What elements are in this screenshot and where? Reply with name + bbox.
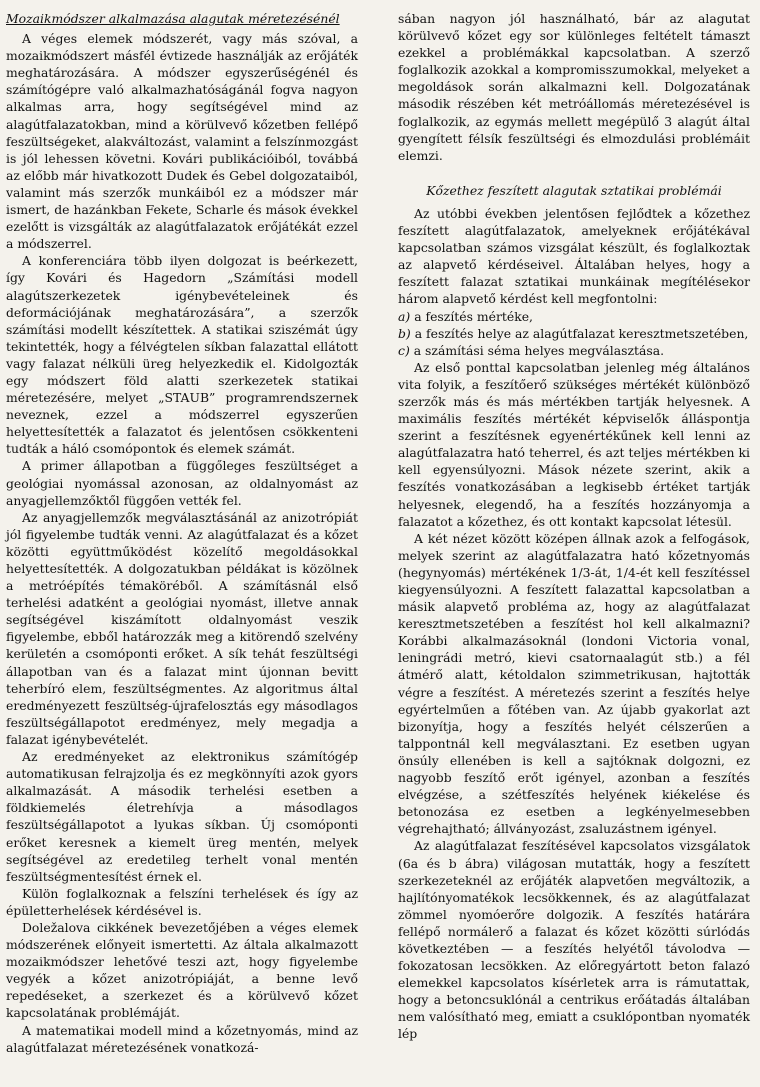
list-marker: b) [398, 325, 411, 341]
paragraph: Az utóbbi években jelentősen fejlődtek a kőzethez feszített alagútfalazatok, amelyeknek erőjátékával kapcsolatban számos vizsgálat készült, és foglalkoztak az alapvető kérdéseivel. Általában helyes, hogy a feszített falazat sztatikai munkáinak megítélésekor három alapvető kérdést kell megfontolni: [398, 205, 750, 307]
list-item-text: a feszítés helye az alagútfalazat keresztmetszetében, [414, 325, 749, 341]
list-item [398, 325, 750, 342]
list-item [398, 342, 750, 359]
question-list [398, 308, 750, 359]
paragraph: Az anyagjellemzők megválasztásánál az anizotrópiát jól figyelembe tudták venni. Az alagútfalazat és a kőzet közötti együttműködést közelítő megoldásokkal helyettesítették. A dolgozatukban példákat is közölnek a metróépítés témaköréből. A számításnál első terhelési adatként a geológiai nyomást, illetve annak segítségével kiszámított oldalnyomást veszik figyelembe, ebből határozzák meg a kitörendő szelvény kerületén a csomóponti erőket. A sík tehát feszültségi állapotban van és a falazat mint újonnan bevitt teherbíró elem, feszültségmentes. Az algoritmus által eredményezett feszültség-újrafelosztás egy másodlagos feszültségállapotot eredményez, mely megadja a falazat igénybevételét. [6, 509, 358, 747]
paragraph: Az első ponttal kapcsolatban jelenleg még általános vita folyik, a feszítőerő szükséges mértékét különböző szerzők más és más mértékben tartják helyesnek. A maximális feszítés mértékét képviselők álláspontja szerint a feszítésnek egyenértékűnek kell lenni az alagútfalazatra ható teherrel, és azt teljes mértékben ki kell egyensúlyozni. Mások nézete szerint, akik a feszítés vonatkozásában a legkisebb értéket tartják helyesnek, elegendő, ha a feszítés hozzányomja a falazatot a kőzethez, és ott kontakt kapcsolat létesül. [398, 359, 750, 529]
paragraph: A két nézet között középen állnak azok a felfogások, melyek szerint az alagútfalazatra ható kőzetnyomás (hegynyomás) mértékének 1/3-át, 1/4-ét kell feszítéssel kiegyensúlyozni. A feszített falazattal kapcsolatban a másik alapvető probléma az, hogy az alagútfalazat keresztmetszetében a feszítést hol kell alkalmazni? Korábbi alkalmazásoknál (londoni Victoria vonal, leningrádi metró, kievi csatornaalagút stb.) a fél átmérő alatt, kétoldalon szimmetrikusan, hajtották végre a feszítést. A méretezés szerint a feszítés helye egyértelműen a főtében van. Az újabb gyakorlat azt bizonyítja, hogy a feszítés helyét célszerűen a talppontnál kell megválasztani. Ez esetben ugyan önsúly ellenében is kell a sajtóknak dolgozni, ez nagyobb feszítő erőt igényel, azonban a feszítés elvégzése, a szétfeszítés helyének kiékelése és betonozása ez esetben a legkényelmesebben végrehajtható; állványozást, zsaluzástnem igényel. [398, 530, 750, 837]
paragraph: Az eredményeket az elektronikus számítógép automatikusan felrajzolja és ez megkönnyíti azok gyors alkalmazását. A második terhelési esetben a földkiemelés életrehívja a másodlagos feszültségállapotot a lyukas síkban. Új csomóponti erőket keresnek a kiemelt üreg mentén, melyek segítségével az eredetileg terhelt vonal mentén feszültségmentesítést érnek el. [6, 749, 358, 884]
list-item-text: a számítási séma helyes megválasztása. [413, 342, 665, 358]
paragraph: Külön foglalkoznak a felszíni terhelések és így az épületterhelések kérdésével is. [6, 885, 358, 918]
list-item-text: a feszítés mértéke, [414, 308, 533, 324]
list-item [398, 308, 750, 325]
paragraph: Doležalova cikkének bevezetőjében a véges elemek módszerének előnyeit ismertetti. Az általa alkalmazott mozaikmódszer lehetővé teszi azt, hogy figyelembe vegyék a kőzet anizotrópiáját, a benne levő repedéseket, a szerkezet és a körülvevő kőzet kapcsolatának problémáját. [6, 919, 358, 1021]
paragraph: A primer állapotban a függőleges feszültséget a geológiai nyomással azonosan, az oldalnyomást az anyagjellemzőktől függően vették fel. [6, 458, 358, 508]
paragraph: A véges elemek módszerét, vagy más szóval, a mozaikmódszert másfél évtizede használják az erőjáték meghatározására. A módszer egyszerűségénél és számítógépre való alkalmazhatóságánál fogva nagyon alkalmas arra, hogy segítségével mind az alagútfalazatokban, mind a körülvevő kőzetben fellépő feszültségeket, alakváltozást, valamint a felszínmozgást is jól lehessen követni. Kovári publikációiból, továbbá az előbb már hivatkozott Dudek és Gebel dolgozataiból, valamint más szerzők munkáiból ez a módszer már ismert, de hazánkban Fekete, Scharle és mások évekkel ezelőtt is vizsgálták az alagútfalazatok erőjátékát ezzel a módszerrel. [6, 31, 358, 252]
paragraph: Az alagútfalazat feszítésével kapcsolatos vizsgálatok (6a és b ábra) világosan mutatták, hogy a feszített szerkezeteknél az erőjáték alapvetően megváltozik, a hajlítónyomatékok lecsökkennek, és az alagútfalazat zömmel nyomóerőre dolgozik. A feszítés határára fellépő normálerő a falazat és kőzet közötti súrlódás következtében — a feszítés helyétől távolodva — fokozatosan lecsökken. Az előregyártott beton falazó elemekkel kapcsolatos kísérletek arra is rámutattak, hogy a betoncsuklónál a centrikus erőátadás általában nem valósítható meg, emiatt a csuklópontban nyomaték lép [398, 838, 750, 1042]
section-heading-kozethez-feszitett: Kőzethez feszített alagutak sztatikai problémái [426, 182, 722, 198]
right-column [398, 10, 750, 1043]
list-marker: c) [398, 342, 410, 358]
paragraph: A konferenciára több ilyen dolgozat is beérkezett, így Kovári és Hagedorn „Számítási modell alagútszerkezetek igénybevételeinek és deformációjának meghatározására”, a szerzők számítási modellt készítettek. A statikai sziszémát úgy tekintették, hogy a félvégtelen síkban falazattal ellátott vagy falazat nélküli üreg helyezkedik el. Kidolgozták egy módszert föld alatti szerkezetek statikai méretezésére, melyet „STAUB” programrendszernek neveznek, ezzel a módszerrel egyszerűen helyettesítették a falazatot és jelentősen csökkenteni tudták a háló csomópontok és elemek számát. [6, 253, 358, 457]
left-column [6, 10, 358, 1056]
section-heading-mozaikmodszer: Mozaikmódszer alkalmazása alagutak méretezésénél [6, 11, 340, 26]
paragraph-continuation: sában nagyon jól használható, bár az alagutat körülvevő kőzet egy sor különleges feltételt támaszt ezekkel a problémákkal kapcsolatban. A szerző foglalkozik azokkal a kompromisszumokkal, melyeket a megoldások során alkalmazni kell. Dolgozatának második részében két metróállomás méretezésével is foglalkozik, az egymás mellett megépülő 3 alagút által gyengített félsík feszültségi és elmozdulási problémáit elemzi. [398, 11, 750, 163]
list-marker: a) [398, 308, 411, 324]
paragraph: A matematikai modell mind a kőzetnyomás, mind az alagútfalazat méretezésének vonatkozá- [6, 1022, 358, 1055]
